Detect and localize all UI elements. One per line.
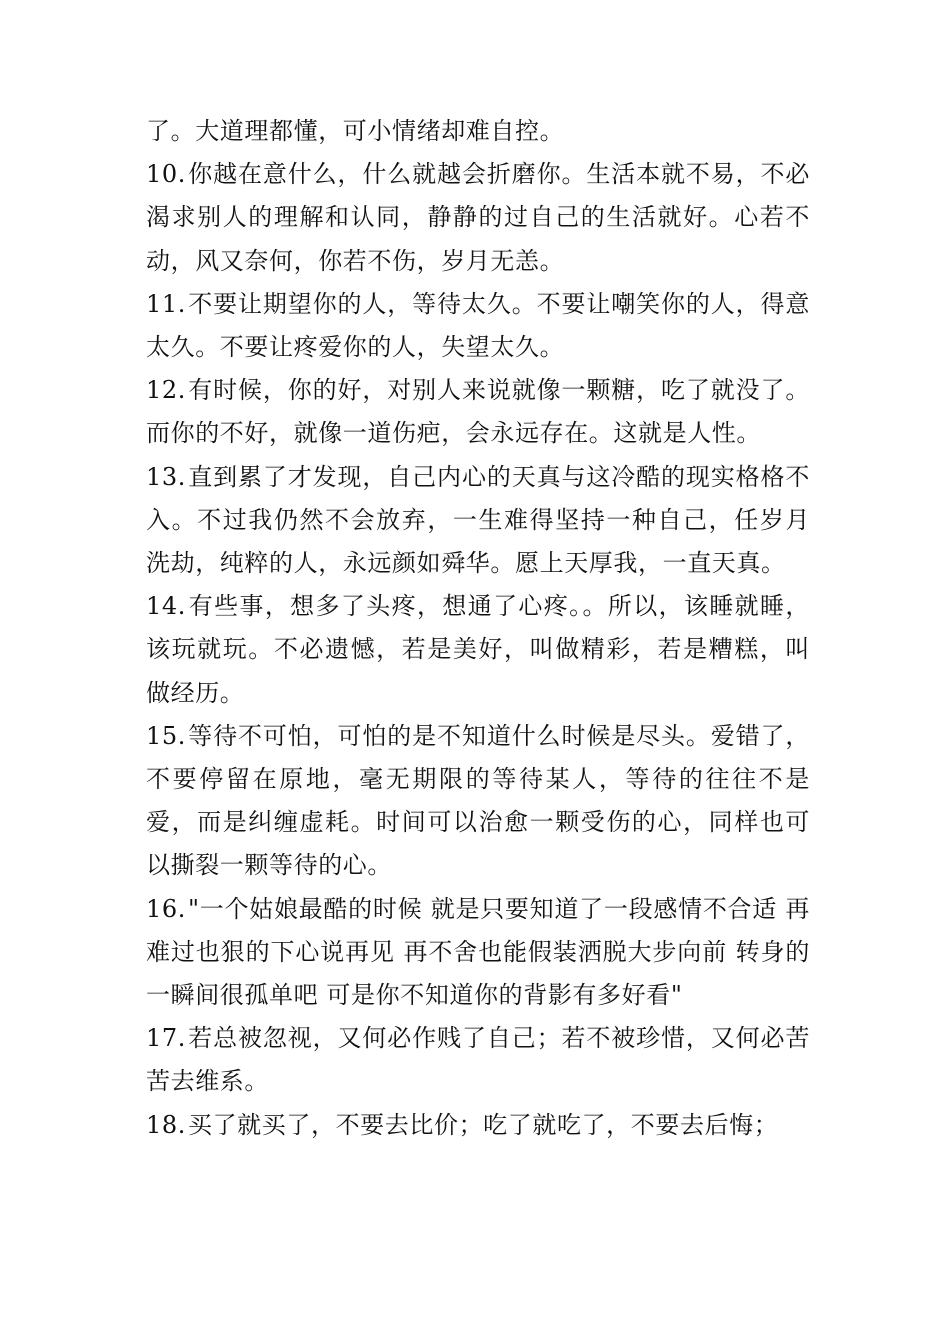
paragraph-continued: [146, 110, 810, 153]
paragraph-text: 不要让期望你的人，等待太久。不要让嘲笑你的人，得意太久。不要让疼爱你的人，失望太久。: [146, 289, 810, 362]
paragraph-number: 12.: [146, 376, 186, 405]
paragraph-13: [146, 456, 810, 586]
paragraph-text: 若总被忽视，又何必作贱了自己；若不被珍惜，又何必苦苦去维系。: [146, 1024, 810, 1096]
paragraph-15: [146, 715, 810, 888]
paragraph-number: 17.: [146, 1024, 186, 1053]
paragraph-12: [146, 369, 810, 455]
paragraph-16: [146, 888, 810, 1018]
paragraph-text: 你越在意什么，什么就越会折磨你。生活本就不易，不必渴求别人的理解和认同，静静的过自己的生活就好。心若不动，风又奈何，你若不伤，岁月无恙。: [146, 160, 810, 275]
paragraph-14: [146, 585, 810, 715]
paragraph-18: [146, 1104, 810, 1147]
paragraph-number: 13.: [146, 462, 186, 491]
paragraph-text: 有些事，想多了头疼，想通了心疼。。所以，该睡就睡，该玩就玩。不必遗憾，若是美好，叫做精彩，若是糟糕，叫做经历。: [146, 592, 810, 707]
paragraph-number: 15.: [146, 721, 186, 750]
paragraph-text: 有时候，你的好，对别人来说就像一颗糖，吃了就没了。而你的不好，就像一道伤疤，会永远存在。这就是人性。: [146, 376, 810, 448]
paragraph-number: 11.: [146, 289, 186, 318]
paragraph-10: [146, 153, 810, 283]
paragraph-number: 10.: [146, 160, 186, 189]
paragraph-number: 16.: [146, 894, 186, 923]
paragraph-text: 了。大道理都懂，可小情绪却难自控。: [146, 117, 565, 145]
paragraph-number: 18.: [146, 1110, 186, 1139]
document-body: [146, 110, 810, 1147]
paragraph-number: 14.: [146, 592, 186, 621]
paragraph-text: 直到累了才发现，自己内心的天真与这冷酷的现实格格不入。不过我仍然不会放弃，一生难得坚持一种自己，任岁月洗劫，纯粹的人，永远颜如舜华。愿上天厚我，一直天真。: [146, 462, 810, 578]
paragraph-11: [146, 283, 810, 369]
paragraph-17: [146, 1017, 810, 1103]
paragraph-text: 买了就买了，不要去比价；吃了就吃了，不要去后悔；: [187, 1110, 779, 1139]
paragraph-text: 等待不可怕，可怕的是不知道什么时候是尽头。爱错了，不要停留在原地，毫无期限的等待某人，等待的往往不是爱，而是纠缠虚耗。时间可以治愈一颗受伤的心，同样也可以撕裂一颗等待的心。: [146, 721, 810, 880]
paragraph-text: "一个姑娘最酷的时候 就是只要知道了一段感情不合适 再难过也狠的下心说再见 再不舍也能假装洒脱大步向前 转身的一瞬间很孤单吧 可是你不知道你的背影有多好看": [146, 894, 810, 1010]
